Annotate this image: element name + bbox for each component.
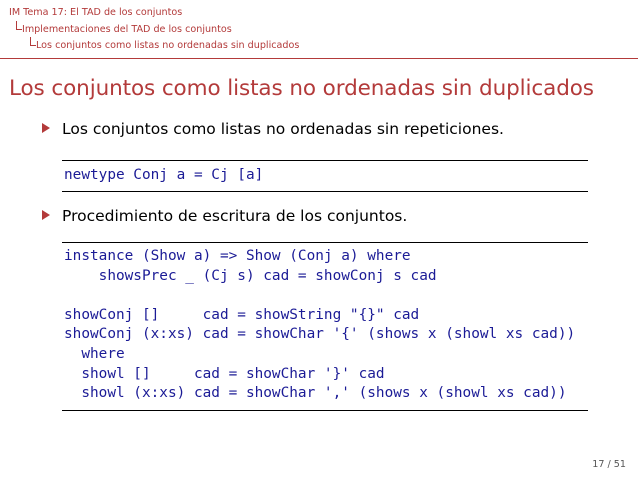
- triangle-bullet-icon: [42, 123, 50, 133]
- bullet-text: Los conjuntos como listas no ordenadas sin repeticiones.: [62, 120, 504, 138]
- bullet-item: [42, 207, 407, 225]
- triangle-bullet-icon: [42, 210, 50, 220]
- header-divider: [0, 58, 638, 59]
- breadcrumb-subsection[interactable]: Implementaciones del TAD de los conjuntos: [22, 24, 232, 35]
- code-rule-bottom: [62, 191, 588, 192]
- breadcrumb: [0, 0, 638, 56]
- code-text: newtype Conj a = Cj [a]: [64, 167, 264, 183]
- page-number: 17 / 51: [592, 459, 626, 470]
- bullet-text: Procedimiento de escritura de los conjuntos.: [62, 207, 408, 225]
- slide-title: Los conjuntos como listas no ordenadas sin duplicados: [9, 76, 594, 101]
- code-rule-bottom: [62, 410, 588, 411]
- code-block: [62, 242, 588, 411]
- code-block: [62, 160, 588, 192]
- breadcrumb-subsubsection[interactable]: Los conjuntos como listas no ordenadas sin duplicados: [36, 40, 300, 51]
- code-text: instance (Show a) => Show (Conj a) where showsPrec _ (Cj s) cad = showConj s cad showConj [] cad = showString "{}" cad showConj (x:xs) cad = showChar '{' (shows x (showl xs cad)) where showl [] cad = showChar '}' cad showl (x:xs) cad = showChar ',' (shows x (showl xs cad)): [64, 248, 576, 402]
- breadcrumb-section[interactable]: IM Tema 17: El TAD de los conjuntos: [9, 7, 183, 18]
- bullet-item: [42, 120, 504, 138]
